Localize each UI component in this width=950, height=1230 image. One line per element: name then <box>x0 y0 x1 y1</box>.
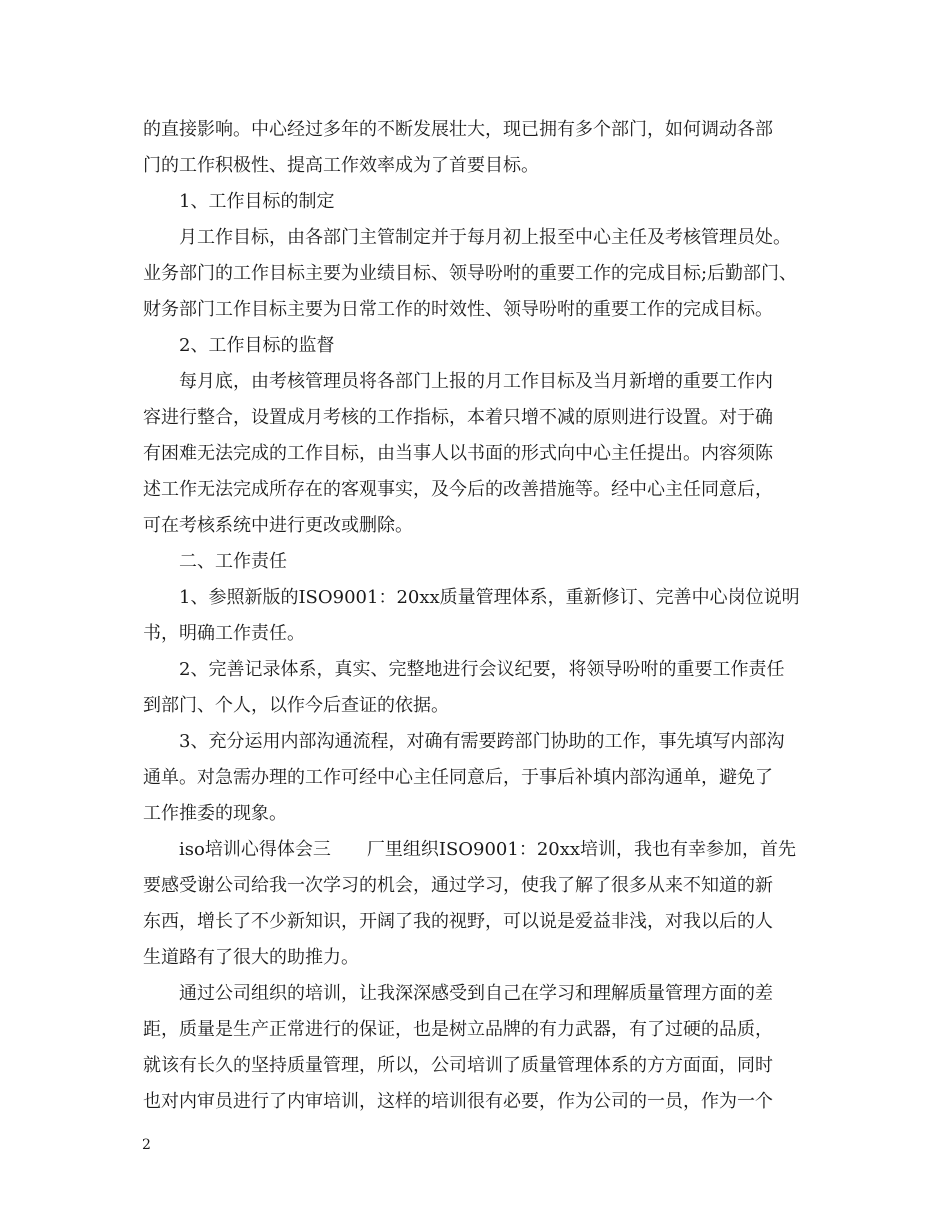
text-line: 书，明确工作责任。 <box>143 623 305 644</box>
text-line: 就该有长久的坚持质量管理，所以，公司培训了质量管理体系的方方面面，同时 <box>143 1055 773 1076</box>
text-line: 生道路有了很大的助推力。 <box>143 947 359 968</box>
text-line: 二、工作责任 <box>179 551 287 572</box>
text-line: 到部门、个人，以作今后查证的依据。 <box>143 695 449 716</box>
text-line: 工作推委的现象。 <box>143 803 287 824</box>
page-number: 2 <box>142 1137 151 1153</box>
text-line: 2、完善记录体系，真实、完整地进行会议纪要，将领导吩咐的重要工作责任 <box>179 659 785 680</box>
text-line: 业务部门的工作目标主要为业绩目标、领导吩咐的重要工作的完成目标;后勤部门、 <box>143 263 798 284</box>
document-body <box>143 112 833 1120</box>
text-line: 东西，增长了不少新知识，开阔了我的视野，可以说是爱益非浅，对我以后的人 <box>143 911 773 932</box>
text-line: 财务部门工作目标主要为日常工作的时效性、领导吩咐的重要工作的完成目标。 <box>143 299 773 320</box>
text-line: 3、充分运用内部沟通流程，对确有需要跨部门协助的工作，事先填写内部沟 <box>179 731 785 752</box>
text-line: 门的工作积极性、提高工作效率成为了首要目标。 <box>143 155 539 176</box>
text-line: 也对内审员进行了内审培训，这样的培训很有必要，作为公司的一员，作为一个 <box>143 1091 773 1112</box>
text-line: 有困难无法完成的工作目标，由当事人以书面的形式向中心主任提出。内容须陈 <box>143 443 773 464</box>
text-line: 每月底，由考核管理员将各部门上报的月工作目标及当月新增的重要工作内 <box>179 371 773 392</box>
text-line: 月工作目标，由各部门主管制定并于每月初上报至中心主任及考核管理员处。 <box>179 227 791 248</box>
text-line: 1、工作目标的制定 <box>179 191 335 212</box>
text-line: 容进行整合，设置成月考核的工作指标，本着只增不减的原则进行设置。对于确 <box>143 407 773 428</box>
text-line: 的直接影响。中心经过多年的不断发展壮大，现已拥有多个部门，如何调动各部 <box>143 119 773 140</box>
text-line: 2、工作目标的监督 <box>179 335 335 356</box>
text-line: 距，质量是生产正常进行的保证，也是树立品牌的有力武器，有了过硬的品质， <box>143 1019 773 1040</box>
text-line: 1、参照新版的ISO9001：20xx质量管理体系，重新修订、完善中心岗位说明 <box>179 587 800 608</box>
text-line: 通过公司组织的培训，让我深深感受到自己在学习和理解质量管理方面的差 <box>179 983 773 1004</box>
text-line: 通单。对急需办理的工作可经中心主任同意后，于事后补填内部沟通单，避免了 <box>143 767 773 788</box>
text-line: 述工作无法完成所存在的客观事实，及今后的改善措施等。经中心主任同意后， <box>143 479 773 500</box>
text-line: iso培训心得体会三 厂里组织ISO9001：20xx培训，我也有幸参加，首先 <box>179 839 797 860</box>
text-line: 要感受谢公司给我一次学习的机会，通过学习，使我了解了很多从来不知道的新 <box>143 875 773 896</box>
text-line: 可在考核系统中进行更改或删除。 <box>143 515 413 536</box>
